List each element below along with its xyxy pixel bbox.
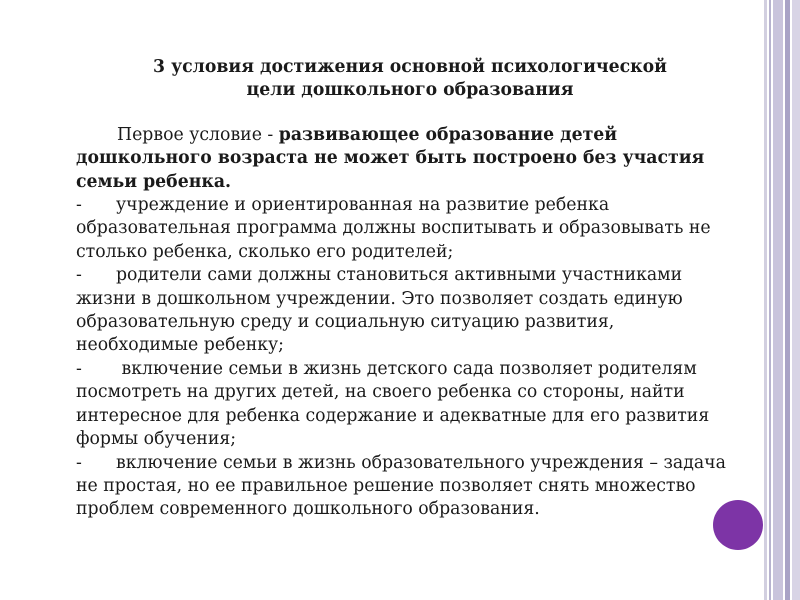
list-item-text: включение семьи в жизнь образовательного учреждения – задача не простая, но ее правильное решение позволяет снять множество проблем современного дошкольного образования. — [76, 452, 726, 520]
list-item-text: включение семьи в жизнь детского сада позволяет родителям посмотреть на других детей, на своего ребенка со стороны, найти интересное для ребенка содержание и адекватные для его развития формы обучения; — [76, 358, 710, 450]
list-item — [76, 358, 726, 452]
list-item-text: учреждение и ориентированная на развитие ребенка образовательная программа должны воспитывать и образовывать не столько ребенка, сколько его родителей; — [76, 195, 711, 262]
intro-prefix: Первое условие - — [117, 124, 279, 145]
list-marker: - — [76, 452, 82, 473]
decorative-stripes — [764, 0, 800, 600]
list-item — [76, 264, 726, 358]
list-item — [76, 194, 726, 264]
title-line-1: 3 условия достижения основной психологической — [153, 57, 667, 77]
stripe — [785, 0, 790, 600]
intro-bold: развивающее образование детей дошкольного возраста не может быть построено без участия семьи ребенка. — [76, 124, 705, 192]
stripe — [773, 0, 783, 600]
stripe — [764, 0, 767, 600]
spacer — [76, 103, 726, 124]
list-marker: - — [76, 195, 82, 216]
title-line-2: цели дошкольного образования — [246, 80, 574, 101]
list-marker: - — [76, 358, 82, 379]
slide-content — [76, 56, 726, 522]
intro-paragraph — [76, 124, 726, 194]
stripe — [769, 0, 771, 600]
list-marker: - — [76, 265, 82, 286]
slide-title — [76, 56, 726, 103]
list-item — [76, 452, 726, 522]
stripe — [792, 0, 800, 600]
list-item-text: родители сами должны становиться активными участниками жизни в дошкольном учреждении. Это позволяет создать единую образовательную среду и социальную ситуацию развития, необходимые ребенку; — [76, 265, 683, 356]
